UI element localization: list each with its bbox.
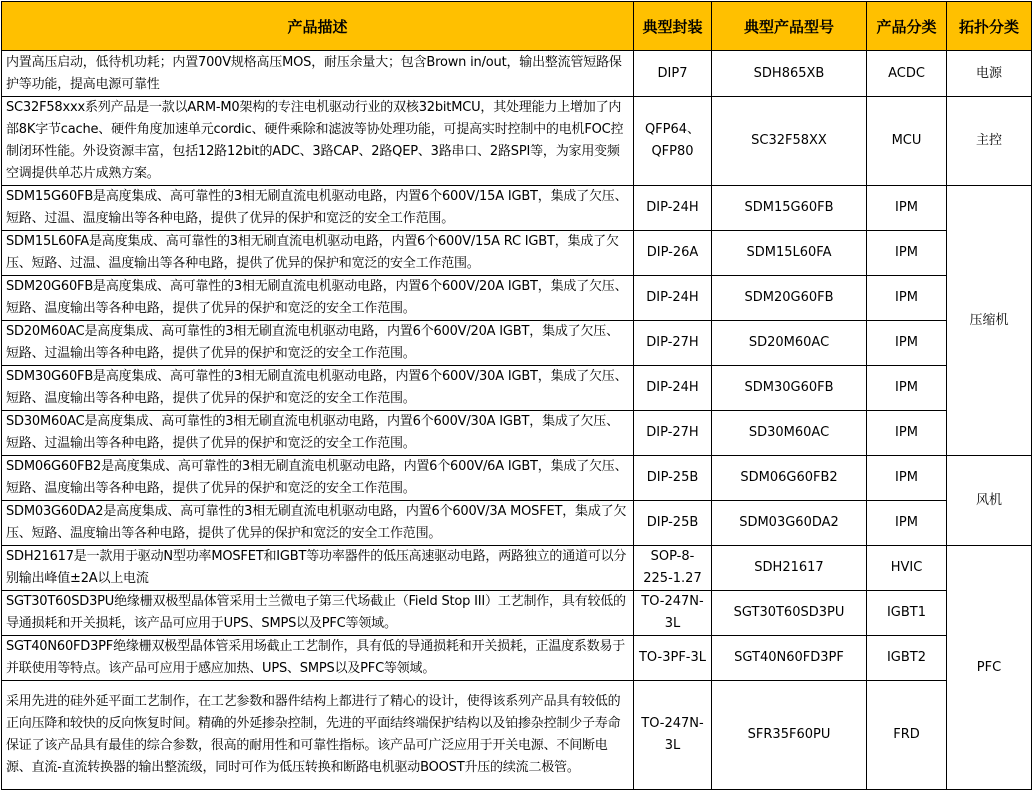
cell-package: DIP-24H [634, 366, 712, 411]
table-row [2, 681, 1032, 790]
cell-description: SDM20G60FB是高度集成、高可靠性的3相无刷直流电机驱动电路，内置6个600V/20A IGBT，集成了欠压、短路、温度输出等各种电路，提供了优异的保护和宽泛的安全工作范围。 [2, 276, 634, 321]
cell-category: IPM [867, 366, 947, 411]
cell-category: ACDC [867, 51, 947, 97]
cell-category: IPM [867, 321, 947, 366]
cell-category: IPM [867, 501, 947, 546]
cell-package: SOP-8-225-1.27 [634, 546, 712, 591]
cell-package: TO-247N-3L [634, 681, 712, 790]
header-topology: 拓扑分类 [947, 2, 1032, 51]
cell-category: IPM [867, 186, 947, 231]
cell-description: SGT30T60SD3PU绝缘栅双极型晶体管采用士兰微电子第三代场截止（Field Stop III）工艺制作，具有较低的导通损耗和开关损耗，该产品可应用于UPS、SMPS以及PFC等领域。 [2, 591, 634, 636]
cell-package: DIP-24H [634, 186, 712, 231]
cell-package: DIP-26A [634, 231, 712, 276]
cell-description: SD20M60AC是高度集成、高可靠性的3相无刷直流电机驱动电路，内置6个600V/20A IGBT，集成了欠压、短路、过温输出等各种电路，提供了优异的保护和宽泛的安全工作范围。 [2, 321, 634, 366]
table-row [2, 366, 1032, 411]
cell-description: SDM03G60DA2是高度集成、高可靠性的3相无刷直流电机驱动电路，内置6个600V/3A MOSFET，集成了欠压、短路、温度输出等各种电路，提供了优异的保护和宽泛的安全工作范围。 [2, 501, 634, 546]
cell-category: IPM [867, 456, 947, 501]
table-row [2, 51, 1032, 97]
cell-topology: 压缩机 [947, 186, 1032, 456]
table-row [2, 456, 1032, 501]
cell-description: SDM30G60FB是高度集成、高可靠性的3相无刷直流电机驱动电路，内置6个600V/30A IGBT，集成了欠压、短路、温度输出等各种电路，提供了优异的保护和宽泛的安全工作范围。 [2, 366, 634, 411]
cell-model: SD20M60AC [712, 321, 867, 366]
cell-package: DIP-27H [634, 411, 712, 456]
cell-model: SDM15G60FB [712, 186, 867, 231]
cell-topology: 主控 [947, 97, 1032, 186]
header-row [2, 2, 1032, 51]
cell-model: SC32F58XX [712, 97, 867, 186]
cell-package: QFP64、QFP80 [634, 97, 712, 186]
cell-package: TO-3PF-3L [634, 636, 712, 681]
table-row [2, 97, 1032, 186]
cell-model: SGT30T60SD3PU [712, 591, 867, 636]
cell-model: SGT40N60FD3PF [712, 636, 867, 681]
cell-category: IPM [867, 231, 947, 276]
cell-model: SD30M60AC [712, 411, 867, 456]
cell-category: FRD [867, 681, 947, 790]
cell-description: SDM06G60FB2是高度集成、高可靠性的3相无刷直流电机驱动电路，内置6个600V/6A IGBT，集成了欠压、短路、温度输出等各种电路，提供了优异的保护和宽泛的安全工作范围。 [2, 456, 634, 501]
cell-package: DIP-27H [634, 321, 712, 366]
table-row [2, 636, 1032, 681]
table-row [2, 186, 1032, 231]
table-row [2, 411, 1032, 456]
cell-model: SDM06G60FB2 [712, 456, 867, 501]
cell-description: SDM15G60FB是高度集成、高可靠性的3相无刷直流电机驱动电路，内置6个600V/15A IGBT，集成了欠压、短路、过温、温度输出等各种电路，提供了优异的保护和宽泛的安全工作范围。 [2, 186, 634, 231]
table-row [2, 321, 1032, 366]
cell-description: SD30M60AC是高度集成、高可靠性的3相无刷直流电机驱动电路，内置6个600V/30A IGBT，集成了欠压、短路、过温输出等各种电路，提供了优异的保护和宽泛的安全工作范围。 [2, 411, 634, 456]
header-category: 产品分类 [867, 2, 947, 51]
cell-model: SDM20G60FB [712, 276, 867, 321]
cell-package: TO-247N-3L [634, 591, 712, 636]
cell-description: 内置高压启动，低待机功耗；内置700V规格高压MOS，耐压余量大；包含Brown in/out，输出整流管短路保护等功能，提高电源可靠性 [2, 51, 634, 97]
cell-description: SC32F58xxx系列产品是一款以ARM-M0架构的专注电机驱动行业的双核32bitMCU，其处理能力上增加了内部8K字节cache、硬件角度加速单元cordic、硬件乘除和滤波等协处理功能，可提高实时控制中的电机FOC控制闭环性能。外设资源丰富，包括12路12bit的ADC、3路CAP、2路QEP、3路串口、2路SPI等，为家用变频空调提供单芯片成熟方案。 [2, 97, 634, 186]
cell-description: SDM15L60FA是高度集成、高可靠性的3相无刷直流电机驱动电路，内置6个600V/15A RC IGBT，集成了欠压、短路、过温、温度输出等各种电路，提供了优异的保护和宽泛的安全工作范围。 [2, 231, 634, 276]
cell-package: DIP7 [634, 51, 712, 97]
product-table [1, 1, 1032, 790]
cell-category: IPM [867, 411, 947, 456]
cell-description: SDH21617是一款用于驱动N型功率MOSFET和IGBT等功率器件的低压高速驱动电路，两路独立的通道可以分别输出峰值±2A以上电流 [2, 546, 634, 591]
cell-model: SDM30G60FB [712, 366, 867, 411]
cell-description: 采用先进的硅外延平面工艺制作，在工艺参数和器件结构上都进行了精心的设计，使得该系列产品具有较低的正向压降和较快的反向恢复时间。精确的外延掺杂控制，先进的平面结终端保护结构以及铂掺杂控制少子寿命保证了该产品具有最佳的综合参数，很高的耐用性和可靠性指标。该产品可广泛应用于开关电源、不间断电源、直流-直流转换器的输出整流级，同时可作为低压转换和断路电机驱动BOOST升压的续流二极管。 [2, 681, 634, 790]
cell-model: SFR35F60PU [712, 681, 867, 790]
cell-category: IGBT1 [867, 591, 947, 636]
cell-topology: PFC [947, 546, 1032, 790]
cell-package: DIP-25B [634, 456, 712, 501]
cell-description: SGT40N60FD3PF绝缘栅双极型晶体管采用场截止工艺制作，具有低的导通损耗和开关损耗，正温度系数易于并联使用等特点。该产品可应用于感应加热、UPS、SMPS以及PFC等领域。 [2, 636, 634, 681]
cell-model: SDH21617 [712, 546, 867, 591]
cell-topology: 风机 [947, 456, 1032, 546]
cell-model: SDH865XB [712, 51, 867, 97]
cell-category: HVIC [867, 546, 947, 591]
cell-topology: 电源 [947, 51, 1032, 97]
table-row [2, 591, 1032, 636]
cell-category: MCU [867, 97, 947, 186]
header-description: 产品描述 [2, 2, 634, 51]
header-model: 典型产品型号 [712, 2, 867, 51]
table-row [2, 501, 1032, 546]
table-row [2, 231, 1032, 276]
cell-model: SDM03G60DA2 [712, 501, 867, 546]
header-package: 典型封装 [634, 2, 712, 51]
table-row [2, 546, 1032, 591]
cell-package: DIP-24H [634, 276, 712, 321]
cell-model: SDM15L60FA [712, 231, 867, 276]
cell-package: DIP-25B [634, 501, 712, 546]
cell-category: IGBT2 [867, 636, 947, 681]
cell-category: IPM [867, 276, 947, 321]
table-row [2, 276, 1032, 321]
